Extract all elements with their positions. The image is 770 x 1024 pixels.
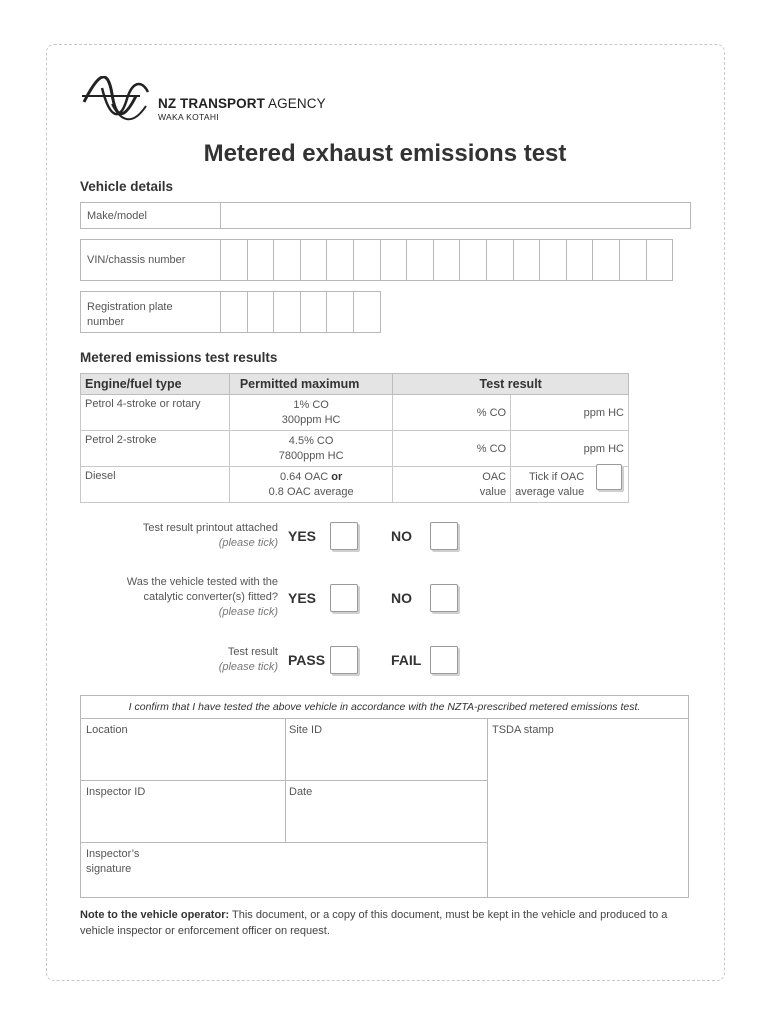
tsda-stamp-field[interactable] xyxy=(488,719,688,897)
printout-no-checkbox[interactable] xyxy=(430,522,458,550)
hc-result-field[interactable]: ppm HC xyxy=(511,431,629,467)
catalytic-no-label: NO xyxy=(391,590,412,606)
col-test-result: Test result xyxy=(393,374,629,395)
hc-result-field[interactable]: ppm HC xyxy=(511,395,629,431)
question-catalytic: Was the vehicle tested with the catalytic converter(s) fitted? (please tick) xyxy=(126,576,278,618)
plate-char-cell[interactable] xyxy=(273,291,301,333)
signature-field[interactable] xyxy=(81,843,487,897)
plate-char-cell[interactable] xyxy=(353,291,381,333)
permitted-cell: 4.5% CO 7800ppm HC xyxy=(229,431,393,467)
catalytic-yes-label: YES xyxy=(288,590,317,606)
plate-char-cell[interactable] xyxy=(300,291,328,333)
vehicle-details-heading: Vehicle details xyxy=(80,179,174,194)
location-label: Location xyxy=(86,724,128,736)
vin-field[interactable] xyxy=(221,239,673,281)
engine-cell: Petrol 4-stroke or rotary xyxy=(81,395,230,431)
pass-checkbox[interactable] xyxy=(330,646,358,674)
engine-cell: Diesel xyxy=(81,467,230,503)
tsda-stamp-label: TSDA stamp xyxy=(492,724,554,736)
co-result-field[interactable]: % CO xyxy=(393,431,511,467)
plate-char-cell[interactable] xyxy=(326,291,354,333)
catalytic-no-checkbox[interactable] xyxy=(430,584,458,612)
fail-label: FAIL xyxy=(391,652,422,668)
plate-field[interactable] xyxy=(221,291,381,333)
table-row xyxy=(81,395,629,431)
vin-char-cell[interactable] xyxy=(539,239,567,281)
plate-char-cell[interactable] xyxy=(220,291,248,333)
vin-char-cell[interactable] xyxy=(326,239,354,281)
vin-char-cell[interactable] xyxy=(220,239,248,281)
agency-subtitle: WAKA KOTAHI xyxy=(158,112,219,122)
vin-char-cell[interactable] xyxy=(619,239,647,281)
vin-char-cell[interactable] xyxy=(406,239,434,281)
vin-char-cell[interactable] xyxy=(646,239,674,281)
confirmation-statement: I confirm that I have tested the above vehicle in accordance with the NZTA-prescribed metered emissions test. xyxy=(81,696,688,719)
plate-char-cell[interactable] xyxy=(247,291,275,333)
site-id-field[interactable] xyxy=(286,719,487,780)
vin-char-cell[interactable] xyxy=(247,239,275,281)
vin-char-cell[interactable] xyxy=(353,239,381,281)
engine-cell: Petrol 2-stroke xyxy=(81,431,230,467)
printout-yes-checkbox[interactable] xyxy=(330,522,358,550)
date-field[interactable] xyxy=(286,781,487,842)
vin-char-cell[interactable] xyxy=(592,239,620,281)
col-engine: Engine/fuel type xyxy=(81,374,230,395)
plate-label-cell xyxy=(80,291,221,333)
oac-average-checkbox[interactable] xyxy=(596,464,622,490)
results-heading: Metered emissions test results xyxy=(80,350,278,365)
inspector-id-field[interactable] xyxy=(81,781,285,842)
printout-no-label: NO xyxy=(391,528,412,544)
inspector-id-label: Inspector ID xyxy=(86,786,146,798)
plate-label: Registration plate number xyxy=(87,301,173,328)
catalytic-yes-checkbox[interactable] xyxy=(330,584,358,612)
vin-char-cell[interactable] xyxy=(273,239,301,281)
pass-label: PASS xyxy=(288,652,326,668)
make-model-row xyxy=(80,202,691,229)
vin-label: VIN/chassis number xyxy=(87,254,186,266)
vin-char-cell[interactable] xyxy=(433,239,461,281)
vin-char-cell[interactable] xyxy=(300,239,328,281)
question-printout: Test result printout attached (please tick) xyxy=(142,522,278,549)
make-model-field[interactable] xyxy=(221,203,690,228)
printout-yes-label: YES xyxy=(288,528,317,544)
confirmation-block xyxy=(80,695,689,898)
site-id-label: Site ID xyxy=(289,724,323,736)
table-row xyxy=(81,431,629,467)
oac-result-field[interactable]: OAC value xyxy=(393,467,511,503)
page-title: Metered exhaust emissions test xyxy=(203,140,567,167)
vin-label-cell xyxy=(80,239,221,281)
location-field[interactable] xyxy=(81,719,285,780)
vin-char-cell[interactable] xyxy=(513,239,541,281)
agency-name: NZ TRANSPORT AGENCY xyxy=(158,96,326,111)
table-row xyxy=(81,467,629,503)
permitted-cell: 0.64 OAC or 0.8 OAC average xyxy=(229,467,393,503)
vin-char-cell[interactable] xyxy=(566,239,594,281)
operator-note: Note to the vehicle operator: This document, or a copy of this document, must be kept in the vehicle and produced to a vehicle inspector or enforcement officer on request. xyxy=(80,909,668,937)
permitted-cell: 1% CO 300ppm HC xyxy=(229,395,393,431)
signature-label: Inspector’s signature xyxy=(86,848,140,875)
results-table xyxy=(80,373,629,503)
nzta-logo-icon xyxy=(80,76,156,126)
vin-char-cell[interactable] xyxy=(486,239,514,281)
col-permitted: Permitted maximum xyxy=(229,374,393,395)
vin-char-cell[interactable] xyxy=(380,239,408,281)
date-label: Date xyxy=(289,786,313,798)
fail-checkbox[interactable] xyxy=(430,646,458,674)
make-model-label: Make/model xyxy=(87,210,147,222)
co-result-field[interactable]: % CO xyxy=(393,395,511,431)
vin-char-cell[interactable] xyxy=(459,239,487,281)
question-test-result: Test result (please tick) xyxy=(218,646,278,673)
oac-average-label: Tick if OAC average value xyxy=(515,470,585,498)
